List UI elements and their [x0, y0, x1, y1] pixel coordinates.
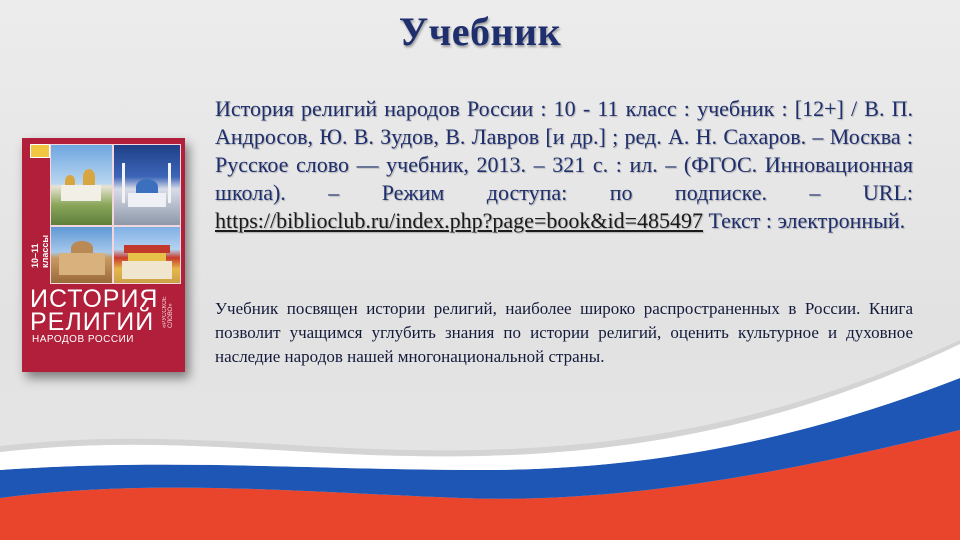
citation-text-end: Текст : электронный. — [703, 208, 906, 233]
cover-publisher: «РУССКОЕ СЛОВО» — [162, 296, 174, 328]
slide-title: Учебник — [398, 9, 562, 54]
book-description: Учебник посвящен истории религий, наиболее широко распространенных в России. Книга позволит учащимся углубить знания по истории религий, оценить культурное и духовное наследие народов нашей многонациональной страны. — [215, 299, 913, 366]
cover-title-line2: РЕЛИГИЙ — [30, 308, 155, 336]
cover-title-line1: ИСТОРИЯ — [30, 285, 159, 313]
cover-subtitle: НАРОДОВ РОССИИ — [32, 334, 134, 345]
citation-text: История религий народов России : 10 - 11 класс : учебник : [12+] / В. П. Андросов, Ю. В. Зудов, В. Лавров [и др.] ; ред. А. Н. Сахаров. – Москва : Русское слово — учебник, 2013. – 321 с. : ил. – (ФГОС. Инновационная школа). – Режим доступа: по подписке. – URL: — [215, 96, 913, 205]
cover-grades: 10–11 классы — [30, 234, 50, 268]
biblioclub-link[interactable]: https://biblioclub.ru/index.php?page=book&id=485497 — [215, 208, 703, 233]
